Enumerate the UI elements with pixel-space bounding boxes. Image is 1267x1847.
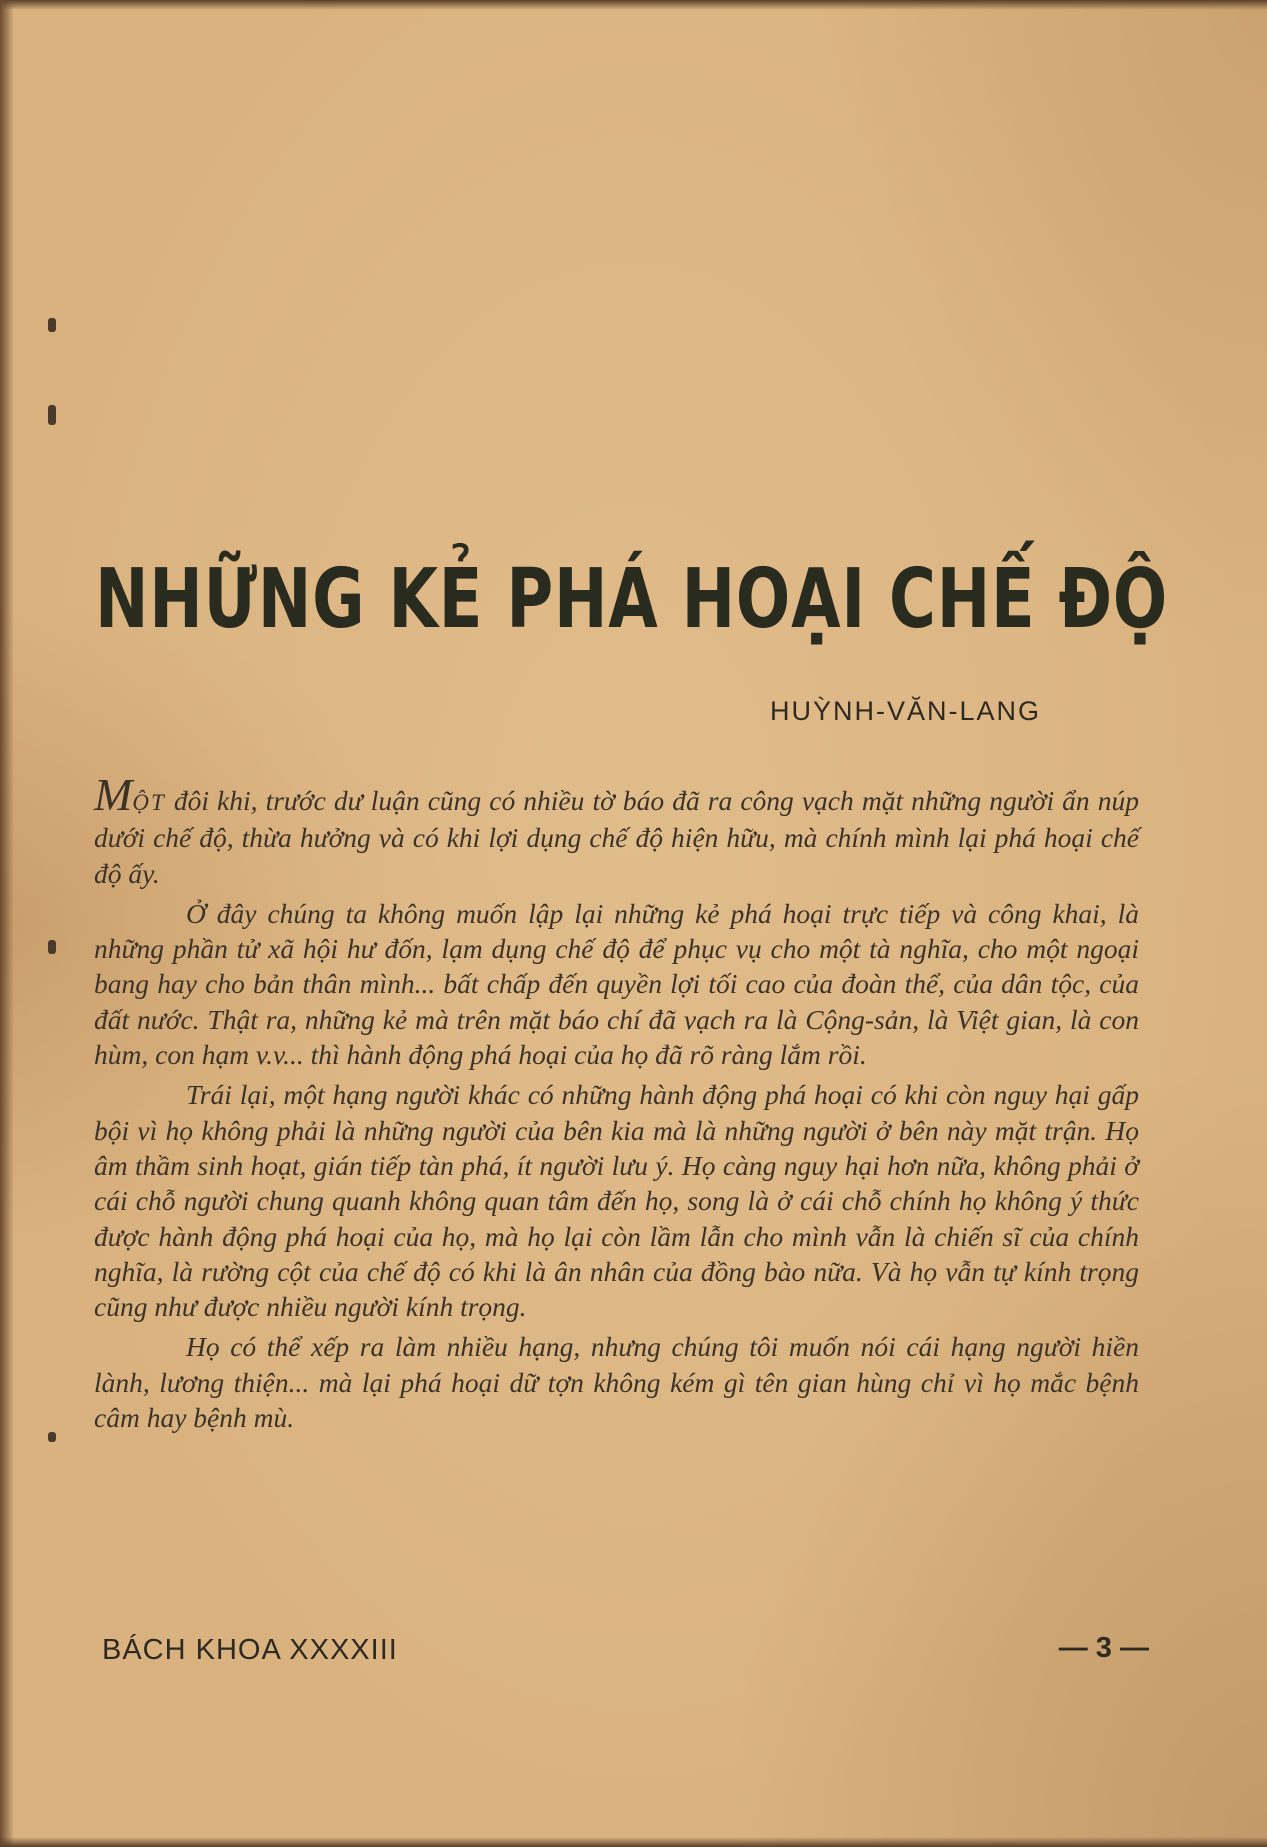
drop-cap: M [94,769,133,820]
page-edge-shadow-top [0,0,1267,10]
article-author: HUỲNH-VĂN-LANG [769,696,1041,726]
publication-name: BÁCH KHOA XXXXIII [102,1634,398,1666]
article-title: NHỮNG KẺ PHÁ HOẠI CHẾ ĐỘ [95,552,1169,647]
page-number: — 3 — [1058,1632,1149,1664]
paragraph-text: đôi khi, trước dư luận cũng có nhiều tờ báo đã ra công vạch mặt những người ẩn núp dưới chế độ, thừa hưởng và có khi lợi dụng chế độ hiện hữu, mà chính mình lại phá hoại chế độ ấy. [94,785,1139,889]
article-paragraph-2: Ở đây chúng ta không muốn lập lại những kẻ phá hoại trực tiếp và công khai, là những phần tử xã hội hư đốn, lạm dụng chế độ để phục vụ cho một tà nghĩa, cho một ngoại bang hay cho bản thân mình... bất chấp đến quyền lợi tối cao của đoàn thể, của dân tộc, của đất nước. Thật ra, những kẻ mà trên mặt báo chí đã vạch ra là Cộng-sản, là Việt gian, là con hùm, con hạm v.v... thì hành động phá hoại của họ đã rõ ràng lắm rồi. [94,897,1139,1071]
article-paragraph-4: Họ có thể xếp ra làm nhiều hạng, nhưng chúng tôi muốn nói cái hạng người hiền lành, lương thiện... mà lại phá hoại dữ tợn không kém gì tên gian hùng chỉ vì họ mắc bệnh câm hay bệnh mù. [94,1331,1139,1434]
page-edge-shadow-bottom [0,1837,1267,1847]
staple-hole-mark [48,318,56,332]
opening-smallcaps: ỘT [132,790,166,815]
staple-hole-mark [48,940,56,954]
staple-hole-mark [48,405,56,425]
article-paragraph-1 [94,769,1139,891]
page-edge-shadow-left [0,0,14,1847]
article-paragraph-3: Trái lại, một hạng người khác có những hành động phá hoại có khi còn nguy hại gấp bội vì họ không phải là những người của bên kia mà là những người ở bên này mặt trận. Họ âm thầm sinh hoạt, gián tiếp tàn phá, ít người lưu ý. Họ càng nguy hại hơn nữa, không phải ở cái chỗ người chung quanh không quan tâm đến họ, song là ở cái chỗ chính họ không ý thức được hành động phá hoại của họ, mà họ lại còn lầm lẫn cho mình vẫn là chiến sĩ của chính nghĩa, là rường cột của chế độ có khi là ân nhân của đồng bào nữa. Và họ vẫn tự kính trọng cũng như được nhiều người kính trọng. [94,1079,1139,1323]
staple-hole-mark [48,1432,56,1442]
article-body [94,769,1139,1440]
